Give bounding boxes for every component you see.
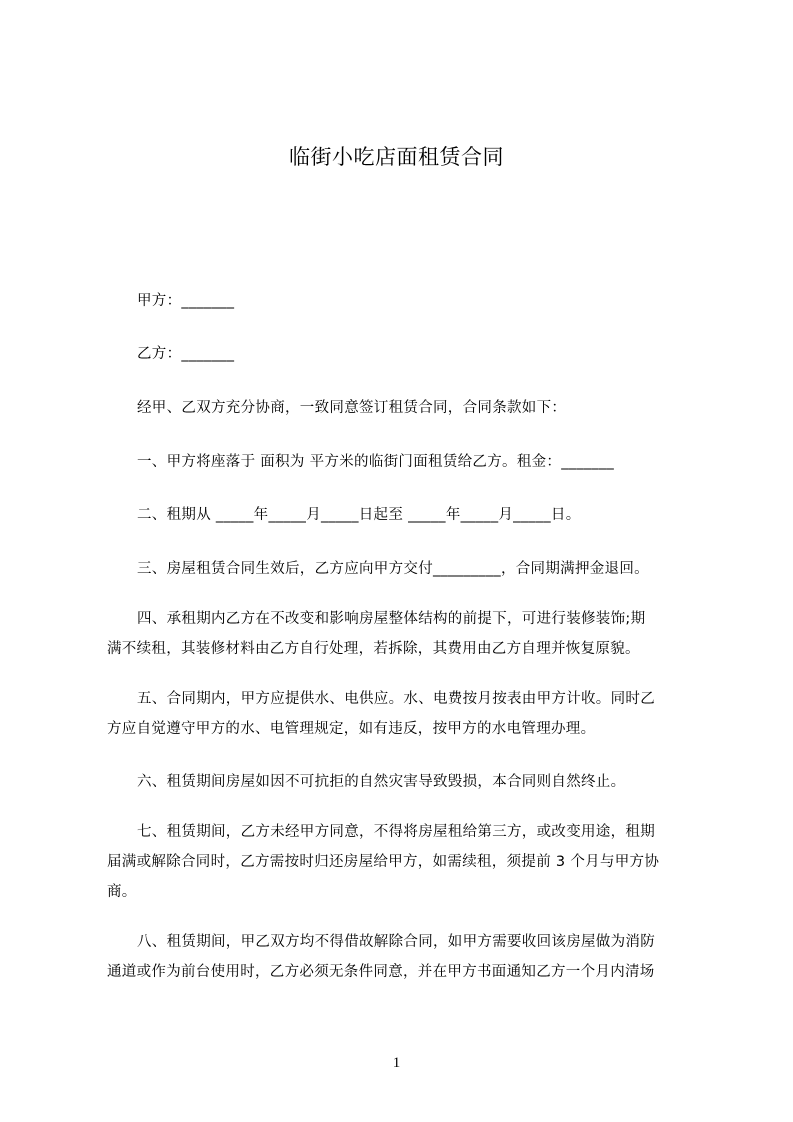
clause-6: 六、租赁期间房屋如因不可抗拒的自然灾害导致毁损，本合同则自然终止。 (137, 774, 626, 790)
clause-4-line-1: 四、承租期内乙方在不改变和影响房屋整体结构的前提下，可进行装修装饰;期 (137, 611, 646, 627)
clause-7-line-1: 七、租赁期间，乙方未经甲方同意，不得将房屋租给第三方，或改变用途，租期 (137, 824, 655, 840)
clause-2: 二、租期从 _____年_____月_____日起至 _____年_____月_____日。 (137, 507, 581, 523)
clause-4-line-2: 满不续租，其装修材料由乙方自行处理，若拆除，其费用由乙方自理并恢复原貌。 (107, 641, 640, 657)
clause-1: 一、甲方将座落于 面积为 平方米的临街门面租赁给乙方。租金：_______ (137, 454, 615, 470)
page-number: 1 (392, 1055, 401, 1071)
party-b-line: 乙方：_______ (137, 346, 235, 362)
clause-5-line-1: 五、合同期内，甲方应提供水、电供应。水、电费按月按表由甲方计收。同时乙 (137, 691, 655, 707)
clause-7-line-3: 商。 (107, 884, 137, 900)
intro-line: 经甲、乙双方充分协商，一致同意签订租赁合同，合同条款如下： (137, 400, 567, 416)
document-title: 临街小吃店面租赁合同 (289, 145, 504, 169)
clause-8-line-1: 八、租赁期间，甲乙双方均不得借故解除合同，如甲方需要收回该房屋做为消防 (137, 934, 655, 950)
clause-7-line-2: 届满或解除合同时，乙方需按时归还房屋给甲方，如需续租，须提前 3 个月与甲方协 (107, 854, 660, 870)
party-a-line: 甲方：_______ (137, 293, 235, 309)
clause-8-line-2: 通道或作为前台使用时，乙方必须无条件同意，并在甲方书面通知乙方一个月内清场 (107, 964, 655, 980)
clause-5-line-2: 方应自觉遵守甲方的水、电管理规定，如有违反，按甲方的水电管理办理。 (107, 721, 596, 737)
clause-3: 三、房屋租赁合同生效后，乙方应向甲方交付_________，合同期满押金退回。 (137, 561, 649, 577)
